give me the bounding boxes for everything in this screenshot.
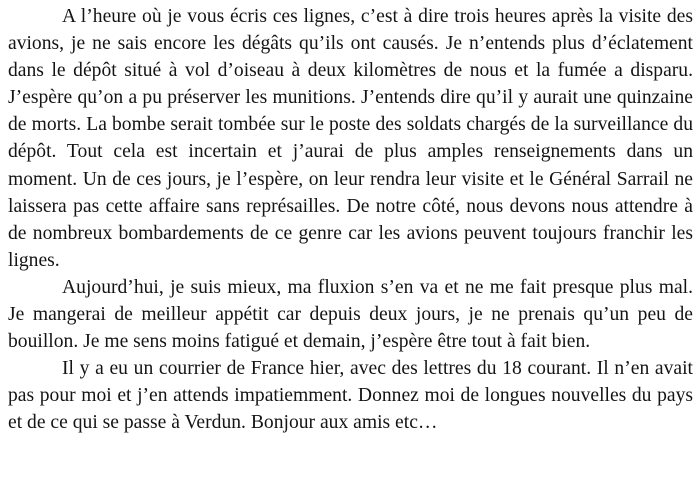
- paragraph-health: Aujourd’hui, je suis mieux, ma fluxion s’en va et ne me fait presque plus mal. Je mangerai de meilleur appétit car depuis deux jours, je ne prenais qu’un peu de bouillon. Je me sens moins fatigué et demain, j’espère être tout à fait bien.: [8, 276, 693, 353]
- paragraph-mail: Il y a eu un courrier de France hier, avec des lettres du 18 courant. Il n’en avait pas pour moi et j’en attends impatiemment. Donnez moi de longues nouvelles du pays et de ce qui se passe à Verdun. Bonjour aux amis etc…: [8, 358, 693, 434]
- paragraph-air-raid: A l’heure où je vous écris ces lignes, c’est à dire trois heures après la visite des avions, je ne sais encore les dégâts qu’ils ont causés. Je n’entends plus d’éclatement dans le dépôt situé à vol d’oiseau à deux kilomètres de nous et la fumée a disparu. J’espère qu’on a pu préserver les munitions. J’entends dire qu’il y aurait une quinzaine de morts. La bombe serait tombée sur le poste des soldats chargés de la surveillance du dépôt. Tout cela est incertain et j’aurai de plus amples renseignements dans un moment. Un de ces jours, je l’espère, on leur rendra leur visite et le Général Sarrail ne laissera pas cette affaire sans représailles. De notre côté, nous devons nous attendre à de nombreux bombardements de ce genre car les avions peuvent toujours franchir les lignes.: [8, 6, 693, 271]
